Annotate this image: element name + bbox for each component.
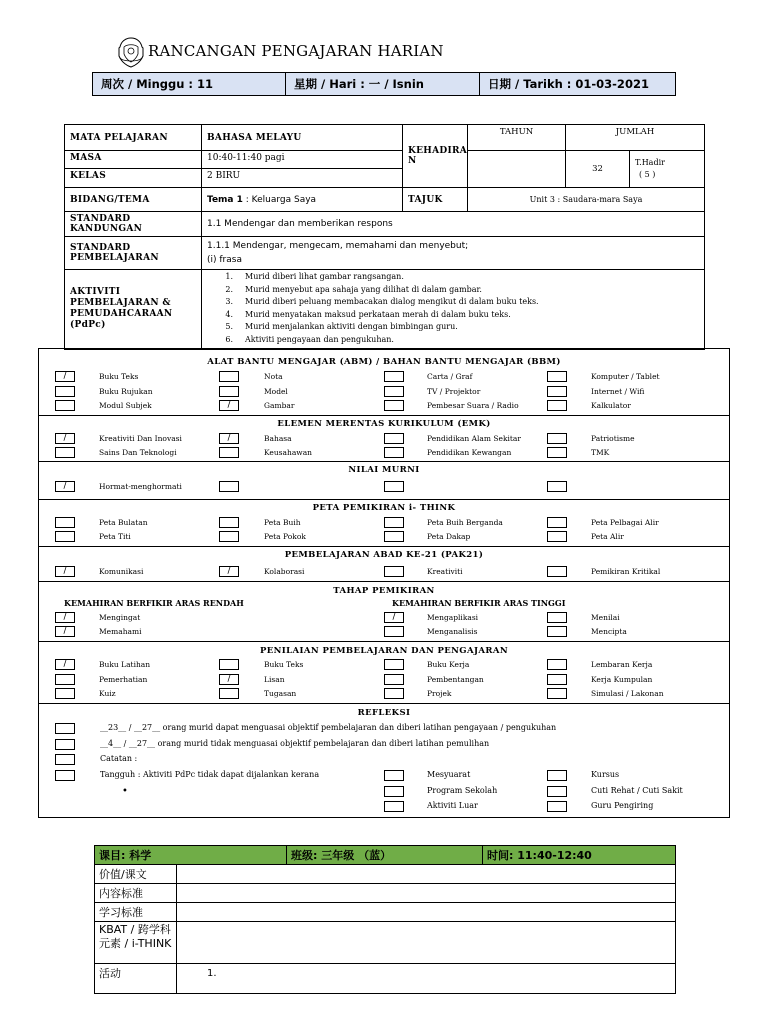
divider xyxy=(38,581,730,582)
penilaian-item-label: Pembentangan xyxy=(427,675,484,684)
row-label-learning: 学习标准 xyxy=(95,903,177,922)
activity-list xyxy=(207,271,699,347)
ithink-title: PETA PEMIKIRAN i- THINK xyxy=(312,503,456,513)
divider xyxy=(38,461,730,462)
refleksi-checkbox-note[interactable] xyxy=(55,754,75,765)
activity-number: 2. xyxy=(225,284,233,294)
activity-number: 5. xyxy=(225,322,233,332)
week-field: 周次 / Minggu : 11 xyxy=(93,73,286,95)
abm-item-label: Buku Rujukan xyxy=(99,387,153,396)
document-title: RANCANGAN PENGAJARAN HARIAN xyxy=(148,42,444,60)
reason-label: Mesyuarat xyxy=(427,770,471,779)
abm-title: ALAT BANTU MENGAJAR (ABM) / BAHAN BANTU MENGAJAR (BBM) xyxy=(207,357,561,367)
penilaian-item-label: Tugasan xyxy=(264,689,297,698)
nilai-checkbox[interactable] xyxy=(384,481,404,492)
absent-cell xyxy=(630,151,705,188)
penilaian-item-label: Buku Latihan xyxy=(99,660,151,669)
reason-checkbox[interactable] xyxy=(547,770,567,781)
penilaian-item-label: Kerja Kumpulan xyxy=(591,675,653,684)
penilaian-checkbox[interactable] xyxy=(219,688,239,699)
abm-checkbox[interactable] xyxy=(219,386,239,397)
time-label: MASA xyxy=(65,151,202,169)
pak21-checkbox[interactable]: / xyxy=(55,566,75,577)
abm-checkbox[interactable]: / xyxy=(55,371,75,382)
reason-label: Aktiviti Luar xyxy=(427,801,478,810)
tahap-checkbox[interactable]: / xyxy=(55,612,75,623)
abm-checkbox[interactable] xyxy=(384,371,404,382)
school-crest-logo xyxy=(116,36,146,68)
abm-item-label: Pembesar Suara / Radio xyxy=(427,401,519,410)
total-label: JUMLAH xyxy=(566,125,705,151)
activity-text: Murid diberi lihat gambar rangsangan. xyxy=(245,272,404,281)
nilai-checkbox[interactable]: / xyxy=(55,481,75,492)
abm-checkbox[interactable] xyxy=(547,400,567,411)
abm-checkbox[interactable] xyxy=(547,371,567,382)
tahap-item-label: Menganalisis xyxy=(427,627,478,636)
activity-text: Murid diberi peluang membacakan dialog mengikut di dalam buku teks. xyxy=(245,297,539,307)
emk-item-label: Sains Dan Teknologi xyxy=(99,448,177,457)
abm-item-label: TV / Projektor xyxy=(427,387,481,396)
nilai-checkbox[interactable] xyxy=(219,481,239,492)
pak21-checkbox[interactable] xyxy=(384,566,404,577)
class-value: 2 BIRU xyxy=(202,169,403,188)
emk-checkbox[interactable] xyxy=(55,447,75,458)
class-label: KELAS xyxy=(65,169,202,188)
penilaian-item-label: Kuiz xyxy=(99,689,116,698)
activity-text: Aktiviti pengayaan dan pengukuhan. xyxy=(245,334,394,344)
abm-item-label: Carta / Graf xyxy=(427,372,473,381)
refleksi-title: REFLEKSI xyxy=(357,708,411,718)
subject-value: BAHASA MELAYU xyxy=(202,125,403,151)
row-label-activity: 活动 xyxy=(95,964,177,994)
sk-label: STANDARD KANDUNGAN xyxy=(65,212,202,237)
bullet: • xyxy=(122,786,128,797)
ithink-item-label: Peta Titi xyxy=(99,532,131,541)
sp-line-1: 1.1.1 Mendengar, mengecam, memahami dan menyebut; xyxy=(207,241,469,251)
pak21-title: PEMBELAJARAN ABAD KE-21 (PAK21) xyxy=(284,550,484,560)
bottom-subject: 课目: 科学 xyxy=(95,846,287,865)
penilaian-item-label: Projek xyxy=(427,689,452,698)
reason-checkbox[interactable] xyxy=(384,786,404,797)
activity-number: 4. xyxy=(225,309,233,319)
lesson-info-table xyxy=(64,124,705,350)
tahap-checkbox[interactable] xyxy=(547,626,567,637)
row-value-content xyxy=(177,884,676,903)
ithink-checkbox[interactable] xyxy=(384,531,404,542)
ithink-item-label: Peta Pelbagai Alir xyxy=(591,518,659,527)
chinese-lesson-table xyxy=(94,845,676,994)
tahap-checkbox[interactable] xyxy=(384,626,404,637)
divider xyxy=(38,546,730,547)
sp-value xyxy=(202,237,705,270)
tahap-item-label: Mengaplikasi xyxy=(427,613,479,622)
abm-item-label: Kalkulator xyxy=(591,401,631,410)
activity-label: AKTIVITI PEMBELAJARAN & PEMUDAHCARAAN (PdPc) xyxy=(65,270,202,350)
penilaian-item-label: Lembaran Kerja xyxy=(591,660,653,669)
ithink-item-label: Peta Buih Berganda xyxy=(427,518,503,527)
abm-checkbox[interactable] xyxy=(547,386,567,397)
tahap-item-label: Mencipta xyxy=(591,627,627,636)
activity-number: 1. xyxy=(225,272,233,281)
divider xyxy=(38,415,730,416)
tahap-item-label: Mengingat xyxy=(99,613,141,622)
emk-item-label: Pendidikan Alam Sekitar xyxy=(427,434,521,443)
activity-item xyxy=(207,271,699,284)
penilaian-checkbox[interactable] xyxy=(219,659,239,670)
refleksi-checkbox-not-mastered[interactable] xyxy=(55,739,75,750)
nilai-title: NILAI MURNI xyxy=(348,465,420,475)
emk-checkbox[interactable] xyxy=(384,433,404,444)
tahap-title: TAHAP PEMIKIRAN xyxy=(333,586,435,596)
tahap-checkbox[interactable]: / xyxy=(55,626,75,637)
penilaian-checkbox[interactable] xyxy=(55,674,75,685)
activity-text: Murid menjalankan aktiviti dengan bimbingan guru. xyxy=(245,322,458,332)
high-thinking-title: KEMAHIRAN BERFIKIR ARAS TINGGI xyxy=(392,598,566,608)
pak21-checkbox[interactable]: / xyxy=(219,566,239,577)
sp-line-2: (i) frasa xyxy=(207,255,242,265)
activity-item xyxy=(207,334,699,347)
tahap-item-label: Menilai xyxy=(591,613,620,622)
time-value: 10:40-11:40 pagi xyxy=(202,151,403,169)
emk-checkbox[interactable]: / xyxy=(219,433,239,444)
row-value-activity: 1. xyxy=(177,964,676,994)
reason-label: Guru Pengiring xyxy=(591,801,654,810)
ithink-checkbox[interactable] xyxy=(219,517,239,528)
emk-item-label: Pendidikan Kewangan xyxy=(427,448,512,457)
row-value-value xyxy=(177,865,676,884)
abm-checkbox[interactable] xyxy=(219,371,239,382)
reason-checkbox[interactable] xyxy=(547,786,567,797)
absent-label: T.Hadir xyxy=(635,158,665,167)
reason-label: Program Sekolah xyxy=(427,786,498,795)
abm-checkbox[interactable] xyxy=(55,386,75,397)
activity-item xyxy=(207,284,699,297)
row-value-learning xyxy=(177,903,676,922)
penilaian-checkbox[interactable]: / xyxy=(219,674,239,685)
ithink-item-label: Peta Dakap xyxy=(427,532,471,541)
absent-value: ( 5 ) xyxy=(639,170,656,179)
low-thinking-title: KEMAHIRAN BERFIKIR ARAS RENDAH xyxy=(64,598,244,608)
topic-label: TAJUK xyxy=(403,188,468,212)
activity-item xyxy=(207,321,699,334)
refleksi-postponed-text: Tangguh : Aktiviti PdPc tidak dapat dijalankan kerana xyxy=(100,770,320,779)
row-label-kbat: KBAT / 跨学科元素 / i-THINK xyxy=(95,922,177,964)
penilaian-checkbox[interactable] xyxy=(547,674,567,685)
abm-item-label: Modul Subjek xyxy=(99,401,152,410)
abm-checkbox[interactable]: / xyxy=(219,400,239,411)
refleksi-not-mastered-text: __4__ / __27__ orang murid tidak menguasai objektif pembelajaran dan diberi latihan pemulihan xyxy=(100,739,490,748)
penilaian-title: PENILAIAN PEMBELAJARAN DAN PENGAJARAN xyxy=(259,646,509,656)
reason-label: Kursus xyxy=(591,770,620,779)
row-label-content: 内容标准 xyxy=(95,884,177,903)
abm-checkbox[interactable] xyxy=(55,400,75,411)
emk-item-label: Patriotisme xyxy=(591,434,635,443)
divider xyxy=(38,499,730,500)
total-value: 32 xyxy=(566,151,630,188)
tahap-checkbox[interactable] xyxy=(547,612,567,623)
penilaian-item-label: Pemerhatian xyxy=(99,675,148,684)
activity-number: 3. xyxy=(225,297,233,307)
activity-text: Murid menyatakan maksud perkataan merah di dalam buku teks. xyxy=(245,309,511,319)
ithink-item-label: Peta Buih xyxy=(264,518,301,527)
bottom-class: 班级: 三年级 （蓝） xyxy=(287,846,483,865)
refleksi-checkbox-mastered[interactable] xyxy=(55,723,75,734)
ithink-checkbox[interactable] xyxy=(219,531,239,542)
penilaian-checkbox[interactable] xyxy=(547,659,567,670)
penilaian-checkbox[interactable]: / xyxy=(55,659,75,670)
date-field: 日期 / Tarikh : 01-03-2021 xyxy=(488,77,649,91)
ithink-checkbox[interactable] xyxy=(547,517,567,528)
ithink-checkbox[interactable] xyxy=(55,531,75,542)
sp-label: STANDARD PEMBELAJARAN xyxy=(65,237,202,270)
emk-checkbox[interactable] xyxy=(547,447,567,458)
topic-value: Unit 3 : Saudara-mara Saya xyxy=(468,188,705,212)
theme-rest: : Keluarga Saya xyxy=(242,194,317,205)
sk-value: 1.1 Mendengar dan memberikan respons xyxy=(202,212,705,237)
activity-text: Murid menyebut apa sahaja yang dilihat di dalam gambar. xyxy=(245,284,482,294)
reason-checkbox[interactable] xyxy=(547,801,567,812)
reason-label: Cuti Rehat / Cuti Sakit xyxy=(591,786,683,795)
emk-checkbox[interactable] xyxy=(384,447,404,458)
activity-number: 6. xyxy=(225,334,233,344)
penilaian-item-label: Buku Teks xyxy=(264,660,304,669)
emk-title: ELEMEN MERENTAS KURIKULUM (EMK) xyxy=(277,419,491,429)
week-info-bar xyxy=(92,72,676,96)
ithink-item-label: Peta Alir xyxy=(591,532,624,541)
theme-bold: Tema 1 xyxy=(207,194,243,205)
refleksi-note-label: Catatan : xyxy=(100,754,138,763)
ithink-checkbox[interactable] xyxy=(384,517,404,528)
penilaian-checkbox[interactable] xyxy=(55,688,75,699)
penilaian-checkbox[interactable] xyxy=(384,659,404,670)
emk-item-label: Keusahawan xyxy=(264,448,313,457)
abm-item-label: Internet / Wifi xyxy=(591,387,645,396)
emk-checkbox[interactable] xyxy=(219,447,239,458)
nilai-checkbox[interactable] xyxy=(547,481,567,492)
penilaian-item-label: Lisan xyxy=(264,675,285,684)
penilaian-item-label: Buku Kerja xyxy=(427,660,470,669)
emk-checkbox[interactable] xyxy=(547,433,567,444)
ithink-item-label: Peta Pokok xyxy=(264,532,306,541)
emk-item-label: Bahasa xyxy=(264,434,292,443)
abm-item-label: Model xyxy=(264,387,288,396)
penilaian-item-label: Simulasi / Lakonan xyxy=(591,689,664,698)
emk-item-label: TMK xyxy=(591,448,610,457)
abm-checkbox[interactable] xyxy=(384,386,404,397)
penilaian-checkbox[interactable] xyxy=(384,688,404,699)
day-field: 星期 / Hari : 一 / Isnin xyxy=(286,73,480,95)
refleksi-mastered-text: __23__ / __27__ orang murid dapat menguasai objektif pembelajaran dan diberi latihan pengayaan / pengukuhan xyxy=(100,723,557,732)
pak21-item-label: Pemikiran Kritikal xyxy=(591,567,661,576)
pak21-item-label: Komunikasi xyxy=(99,567,144,576)
activity-cell xyxy=(202,270,705,350)
abm-item-label: Komputer / Tablet xyxy=(591,372,660,381)
divider xyxy=(38,641,730,642)
nilai-item-label: Hormat-menghormati xyxy=(99,482,182,491)
emk-item-label: Kreativiti Dan Inovasi xyxy=(99,434,182,443)
abm-item-label: Buku Teks xyxy=(99,372,139,381)
year-value xyxy=(468,151,566,188)
penilaian-checkbox[interactable] xyxy=(384,674,404,685)
abm-item-label: Nota xyxy=(264,372,283,381)
reason-checkbox[interactable] xyxy=(384,770,404,781)
bottom-time: 时间: 11:40-12:40 xyxy=(483,846,676,865)
tahap-checkbox[interactable]: / xyxy=(384,612,404,623)
reason-checkbox[interactable] xyxy=(384,801,404,812)
pak21-checkbox[interactable] xyxy=(547,566,567,577)
refleksi-checkbox-postponed[interactable] xyxy=(55,770,75,781)
ithink-item-label: Peta Bulatan xyxy=(99,518,148,527)
theme-value xyxy=(202,188,403,212)
penilaian-checkbox[interactable] xyxy=(547,688,567,699)
theme-label: BIDANG/TEMA xyxy=(65,188,202,212)
activity-item xyxy=(207,296,699,309)
pak21-item-label: Kolaborasi xyxy=(264,567,305,576)
pak21-item-label: Kreativiti xyxy=(427,567,463,576)
activity-item xyxy=(207,309,699,322)
row-label-value: 价值/课文 xyxy=(95,865,177,884)
ithink-checkbox[interactable] xyxy=(547,531,567,542)
abm-checkbox[interactable] xyxy=(384,400,404,411)
divider xyxy=(38,703,730,704)
row-value-kbat xyxy=(177,922,676,964)
attendance-label: KEHADIRA N xyxy=(403,125,468,188)
year-label: TAHUN xyxy=(468,125,566,151)
abm-item-label: Gambar xyxy=(264,401,295,410)
tahap-item-label: Memahami xyxy=(99,627,142,636)
emk-checkbox[interactable]: / xyxy=(55,433,75,444)
subject-label: MATA PELAJARAN xyxy=(65,125,202,151)
ithink-checkbox[interactable] xyxy=(55,517,75,528)
